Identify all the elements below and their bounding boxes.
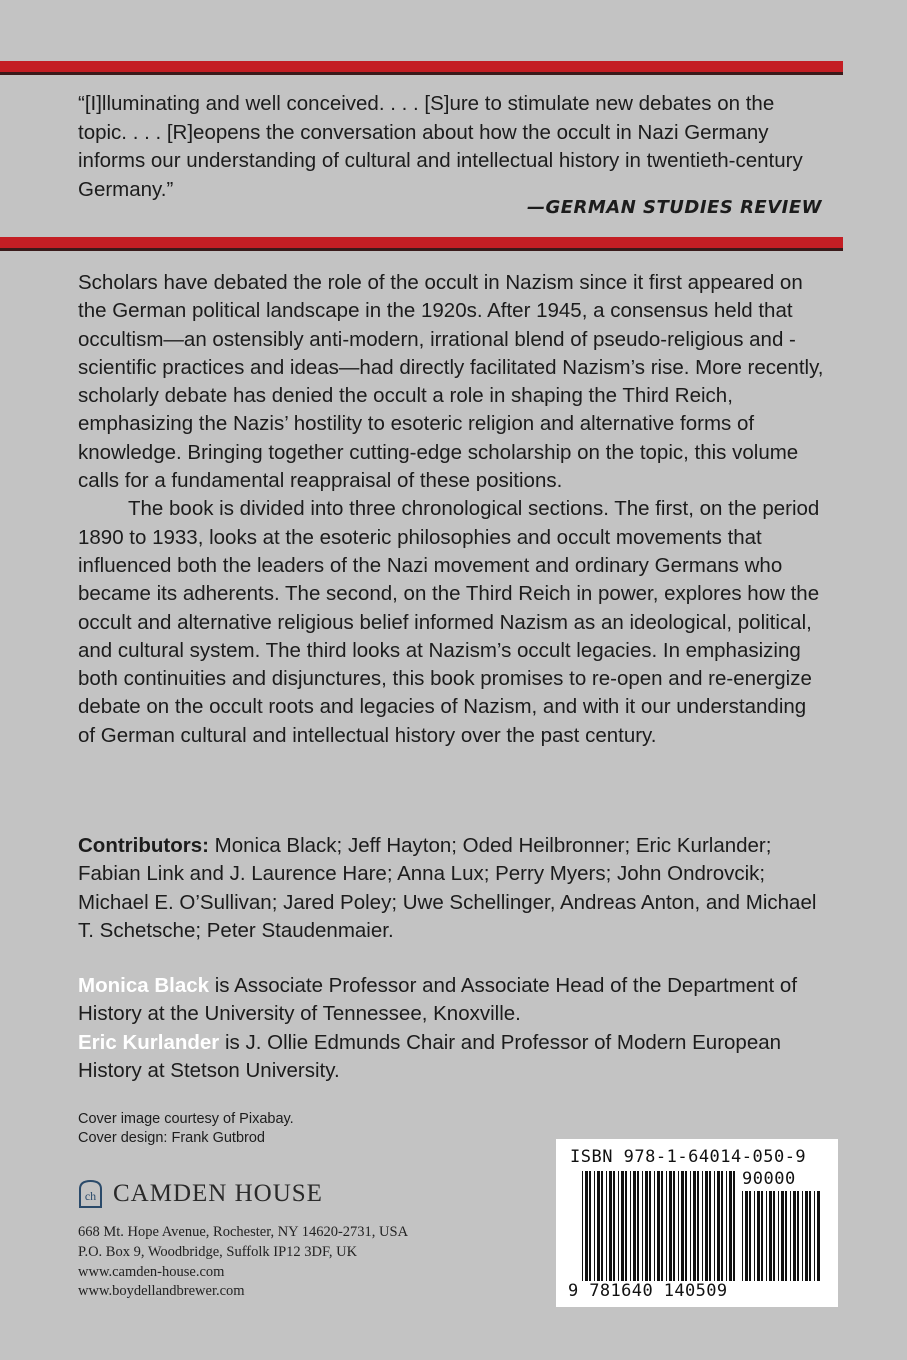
description-paragraph-2: The book is divided into three chronological sections. The first, on the period 1890 to 1933, looks at the esoteric philosophies and occult movements that influenced both the leaders of the Nazi movement and ordinary Germans who became its adherents. The second, on the Third Reich in power, explores how the occult and alternative religious belief informed Nazism as an ideological, political, and cultural system. The third looks at Nazism’s occult legacies. In emphasizing both continuities and disjunctures, this book promises to re-open and re-energize debate on the occult roots and legacies of Nazism, and with it our understanding of German cultural and intellectual history over the past century. (78, 497, 820, 747)
camden-house-logo-icon (78, 1179, 103, 1209)
review-attribution: —GERMAN STUDIES REVIEW (526, 197, 822, 218)
barcode-bar (793, 1191, 796, 1281)
barcode-bar (642, 1171, 643, 1281)
barcode-box (556, 1139, 838, 1307)
barcode-bar (637, 1171, 639, 1281)
barcode-bar (769, 1191, 772, 1281)
logo-text: ch (84, 1189, 97, 1203)
barcode-bar (666, 1171, 667, 1281)
barcode-bar (802, 1191, 803, 1281)
book-description (78, 269, 828, 750)
barcode-bar (630, 1171, 631, 1281)
address-line: 668 Mt. Hope Avenue, Rochester, NY 14620-2731, USA (78, 1224, 409, 1240)
barcode-bar (589, 1171, 591, 1281)
barcode-bar (681, 1171, 684, 1281)
barcode-bar (613, 1171, 615, 1281)
price-addon-bars (742, 1191, 820, 1281)
barcode-bar (817, 1191, 820, 1281)
barcode-bar (582, 1171, 583, 1281)
contributors-label: Contributors: (78, 834, 209, 857)
image-credit: Cover image courtesy of Pixabay. (78, 1111, 294, 1127)
website-link[interactable]: www.camden-house.com (78, 1263, 225, 1280)
barcode-bar (606, 1171, 607, 1281)
barcode-bar (690, 1171, 691, 1281)
barcode-bar (766, 1191, 767, 1281)
editor-bio (78, 972, 838, 1029)
editor-bios (78, 972, 838, 1085)
barcode-bar (709, 1171, 711, 1281)
barcode-bar (757, 1191, 760, 1281)
ean-digits: 9 781640 140509 (568, 1281, 728, 1301)
barcode-bar (625, 1171, 627, 1281)
barcode-bar (761, 1191, 763, 1281)
barcode-bar (781, 1191, 784, 1281)
barcode-bar (809, 1191, 811, 1281)
barcode-bar (754, 1191, 755, 1281)
barcode-bar (601, 1171, 603, 1281)
barcode-bar (697, 1171, 699, 1281)
barcode-bar (749, 1191, 751, 1281)
bottom-red-rule (0, 237, 843, 251)
address-line: P.O. Box 9, Woodbridge, Suffolk IP12 3DF, UK (78, 1243, 358, 1260)
publisher-block (78, 1178, 538, 1302)
editor-name: Eric Kurlander (78, 1030, 220, 1054)
barcode-bar (618, 1171, 619, 1281)
barcode-bar (594, 1171, 595, 1281)
barcode-bar (678, 1171, 679, 1281)
publisher-name: CAMDEN HOUSE (113, 1180, 323, 1207)
editor-bio (78, 1029, 838, 1086)
barcode-bar (669, 1171, 672, 1281)
design-credit: Cover design: Frank Gutbrod (78, 1129, 265, 1146)
barcode-bar (609, 1171, 612, 1281)
barcode-bar (717, 1171, 720, 1281)
price-code: 90000 (742, 1169, 796, 1189)
editor-bio-text: is J. Ollie Edmunds Chair and Professor of Modern European History at Stetson University. (78, 1030, 782, 1082)
barcode-bar (621, 1171, 624, 1281)
barcode-bar (790, 1191, 791, 1281)
barcode-bar (661, 1171, 663, 1281)
barcode-bar (742, 1191, 743, 1281)
description-paragraph-1: Scholars have debated the role of the occult in Nazism since it first appeared on the German political landscape in the 1920s. After 1945, a consensus held that occultism—an ostensibly anti-modern, irrational blend of pseudo-religious and -scientific practices and ideas—had directly facilitated Nazism’s rise. More recently, scholarly debate has denied the occult a role in shaping the Third Reich, emphasizing the Nazis’ hostility to esoteric religion and alternative forms of knowledge. Bringing together cutting-edge scholarship on the topic, this volume calls for a fundamental reappraisal of these positions. (78, 271, 824, 493)
barcode-bar (705, 1171, 708, 1281)
barcode-bar (693, 1171, 696, 1281)
isbn-label: ISBN 978-1-64014-050-9 (570, 1147, 807, 1167)
contributors-names: Monica Black; Jeff Hayton; Oded Heilbronner; Eric Kurlander; Fabian Link and J. Laurence Hare; Anna Lux; Perry Myers; John Ondrovcik; Michael E. O’Sullivan; Jared Poley; Uwe Schellinger, Andreas Anton, and Michael T. Schetsche; Peter Staudenmaier. (78, 834, 817, 942)
contributors-list (78, 832, 828, 945)
barcode-bar (657, 1171, 660, 1281)
barcode-bar (726, 1171, 727, 1281)
barcode-bar (654, 1171, 655, 1281)
publisher-address (78, 1223, 538, 1302)
barcode-bar (805, 1191, 808, 1281)
editor-bio-text: is Associate Professor and Associate Head of the Department of History at the University of Tennessee, Knoxville. (78, 974, 798, 1026)
barcode-bar (685, 1171, 687, 1281)
barcode-bar (733, 1171, 735, 1281)
cover-credits (78, 1110, 478, 1147)
barcode-bar (649, 1171, 651, 1281)
barcode-bar (633, 1171, 636, 1281)
barcode-bar (714, 1171, 715, 1281)
barcode-bar (745, 1191, 748, 1281)
barcode-bar (778, 1191, 779, 1281)
barcode-bar (645, 1171, 648, 1281)
barcode-bar (785, 1191, 787, 1281)
barcode-bar (814, 1191, 815, 1281)
review-quote: “[I]lluminating and well conceived. . . . [S]ure to stimulate new debates on the topic. . . . [R]eopens the conversation about how the occult in Nazi Germany informs our understanding of cultural and intellectual history in twentieth-century Germany.” (78, 92, 803, 201)
barcode-bar (729, 1171, 732, 1281)
barcode-bar (797, 1191, 799, 1281)
barcode-bar (773, 1191, 775, 1281)
editor-name: Monica Black (78, 974, 210, 997)
website-link[interactable]: www.boydellandbrewer.com (78, 1283, 245, 1300)
ean-bars (582, 1171, 735, 1281)
top-red-rule (0, 61, 843, 75)
barcode-bar (597, 1171, 600, 1281)
barcode-bar (702, 1171, 703, 1281)
barcode-bar (585, 1171, 588, 1281)
barcode-bar (721, 1171, 723, 1281)
barcode-bar (673, 1171, 675, 1281)
